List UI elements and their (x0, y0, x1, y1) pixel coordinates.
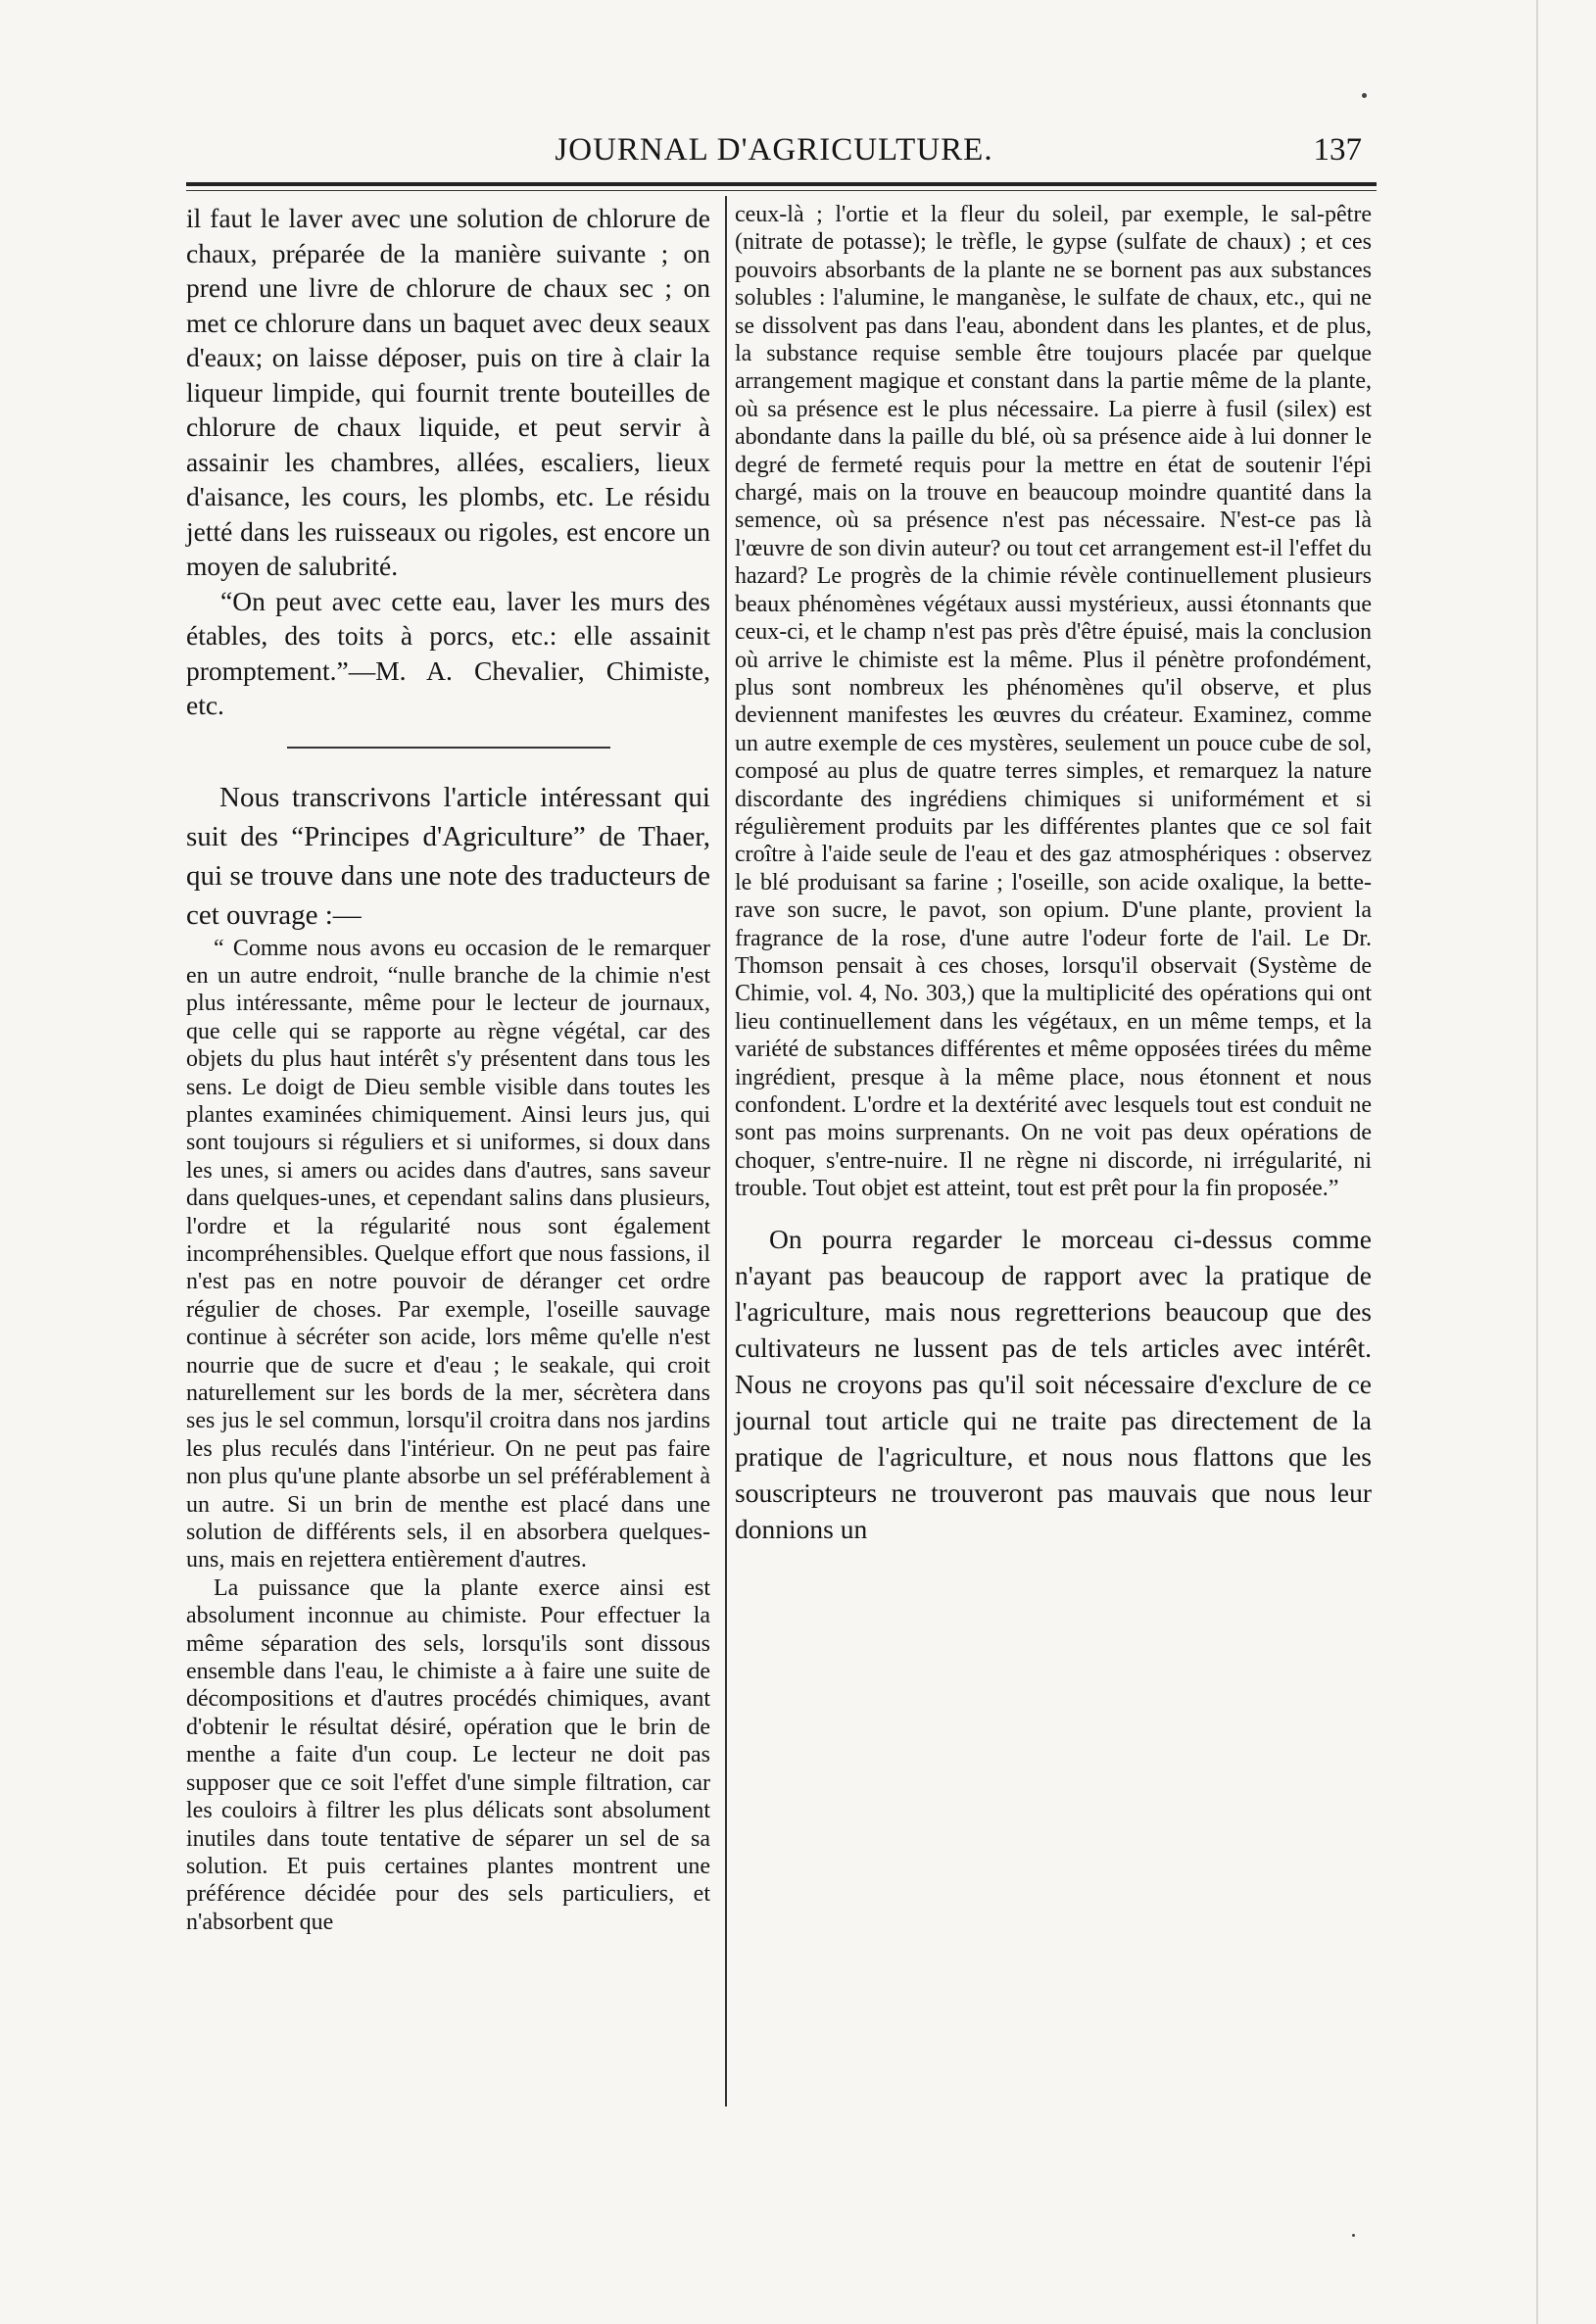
section-separator (287, 747, 610, 749)
page-edge-shadow (1536, 0, 1538, 2324)
print-speck (1352, 2234, 1355, 2237)
left-column (186, 201, 710, 1936)
thaer-intro: Nous transcrivons l'article intéressant qui suit des “Principes d'Agriculture” de Thaer, qui se trouve dans une note des traducteurs de cet ouvrage :— (186, 781, 710, 931)
right-column (735, 201, 1372, 1547)
header-rule-thin (186, 190, 1377, 191)
header-rule-thick (186, 182, 1377, 186)
quote-continuation: ceux-là ; l'ortie et la fleur du soleil, par exemple, le sal-pêtre (nitrate de potasse); le trèfle, le gypse (sulfate de chaux) ; et ces pouvoirs absorbants de la plante ne se bornent pas aux substances solubles : l'alumine, le manganèse, le sulfate de chaux, etc., qui ne se dissolvent pas dans l'eau, abondent dans les plantes, et de plus, la substance requise semble être toujours placée par quelque arrangement magique et constant dans la partie même de la plante, où sa présence est le plus nécessaire. La pierre à fusil (silex) est abondante dans la paille du blé, où sa présence aide à lui donner le degré de fermeté requis pour la mettre en état de soutenir l'épi chargé, mais on la trouve en beaucoup moindre quantité dans la semence, où sa présence n'est pas nécessaire. N'est-ce pas là l'œuvre de son divin auteur? ou tout cet arrangement est-il l'effet du hazard? Le progrès de la chimie révèle continuellement plusieurs beaux phénomènes végétaux aussi mystérieux, aussi étonnants que ceux-ci, et le champ n'est pas près d'être épuisé, mais la conclusion où arrive le chimiste est la même. Plus il pénètre profondément, plus sont nombreux les phénomènes qu'il observe, et plus deviennent manifestes les œuvres du créateur. Examinez, comme un autre exemple de ces mystères, seulement un pouce cube de sol, composé au plus de quatre terres simples, et remarquez la nature discordante des ingrédiens chimiques si uniformément et si régulièrement produits par les différentes plantes que ce sol fait croître à l'aide seule de l'eau et des gaz atmosphériques : observez le blé produisant sa farine ; l'oseille, son acide oxalique, la bette-rave son sucre, le pavot, son opium. D'une plante, provient la fragrance de la rose, d'une autre l'odeur forte de l'ail. Le Dr. Thomson pensait à ces choses, lorsqu'il observait (Système de Chimie, vol. 4, No. 303,) que la multiplicité des opérations qui ont lieu continuellement dans les végétaux, en un même temps, et la variété de substances différentes et même opposées tirées du même ingrédient, presque à la même place, nous étonnent et nous confondent. L'ordre et la dextérité avec lesquels tout est conduit ne sont pas moins surprenants. On ne voit pas deux opérations de choquer, s'entre-nuire. Il ne règne ni discorde, ni irrégularité, ni trouble. Tout objet est atteint, tout est prêt pour la fin proposée.” (735, 202, 1372, 1202)
page-header (186, 132, 1362, 181)
chlorure-paragraph: il faut le laver avec une solution de chlorure de chaux, préparée de la manière suivante ; on prend une livre de chlorure de chaux sec ; on met ce chlorure dans un baquet avec deux seaux d'eaux; on laisse déposer, puis on tire à clair la liqueur limpide, qui fournit trente bouteilles de chlorure de chaux liquide, et peut servir à assainir les chambres, allées, escaliers, lieux d'aisance, les cours, les plombs, etc. Le résidu jetté dans les ruisseaux ou rigoles, est encore un moyen de salubrité. (186, 203, 710, 581)
column-divider (725, 196, 727, 2106)
page-number: 137 (1313, 132, 1362, 168)
chevalier-quote: “On peut avec cette eau, laver les murs des étables, des toits à porcs, etc.: elle assainit promptement.”—M. A. Chevalier, Chimiste, etc. (186, 585, 710, 720)
running-title: JOURNAL D'AGRICULTURE. (555, 132, 993, 168)
quote-paragraph-2: La puissance que la plante exerce ainsi est absolument inconnue au chimiste. Pour effectuer la même séparation des sels, lorsqu'ils sont dissous ensemble dans l'eau, le chimiste a à faire une suite de décompositions et d'autres procédés chimiques, avant d'obtenir le résultat désiré, opération que le brin de menthe a faite d'un coup. Le lecteur ne doit pas supposer que ce soit l'effet d'une simple filtration, car les couloirs à filtrer les plus délicats sont absolument inutiles dans toute tentative de séparer un sel de sa solution. Et puis certaines plantes montrent une préférence décidée pour des sels particuliers, et n'absorbent que (186, 1574, 710, 1935)
print-speck (1362, 93, 1367, 98)
closing-paragraph: On pourra regarder le morceau ci-dessus comme n'ayant pas beaucoup de rapport avec la pratique de l'agriculture, mais nous regretterions beaucoup que des cultivateurs ne lussent pas de tels articles avec intérêt. Nous ne croyons pas qu'il soit nécessaire d'exclure de ce journal tout article qui ne traite pas directement de la pratique de l'agriculture, et nous nous flattons que les souscripteurs ne trouveront pas mauvais que nous leur donnions un (735, 1223, 1372, 1544)
quote-paragraph-1: “ Comme nous avons eu occasion de le remarquer en un autre endroit, “nulle branche de la chimie n'est plus intéressante, même pour le lecteur de journaux, que celle qui se rapporte au règne végétal, car des objets du plus haut intérêt s'y présentent dans tous les sens. Le doigt de Dieu semble visible dans toutes les plantes examinées chimiquement. Ainsi leurs jus, qui sont toujours si réguliers et si uniformes, si doux dans les unes, si amers ou acides dans d'autres, sans saveur dans quelques-unes, et cependant salins dans plusieurs, l'ordre et la régularité nous sont également incompréhensibles. Quelque effort que nous fassions, il n'est pas en notre pouvoir de déranger cet ordre régulier de choses. Par exemple, l'oseille sauvage continue à sécréter son acide, lors même qu'elle n'est nourrie que de sucre et d'eau ; le seakale, qui croit naturellement sur les bords de la mer, sécrètera dans ses jus le sel commun, lorsqu'il croitra dans nos jardins les plus reculés dans l'intérieur. On ne peut pas faire non plus qu'une plante absorbe un sel préférablement à un autre. Si un brin de menthe est placé dans une solution de différents sels, il en absorbera quelques-uns, mais en rejettera entièrement d'autres. (186, 935, 710, 1574)
